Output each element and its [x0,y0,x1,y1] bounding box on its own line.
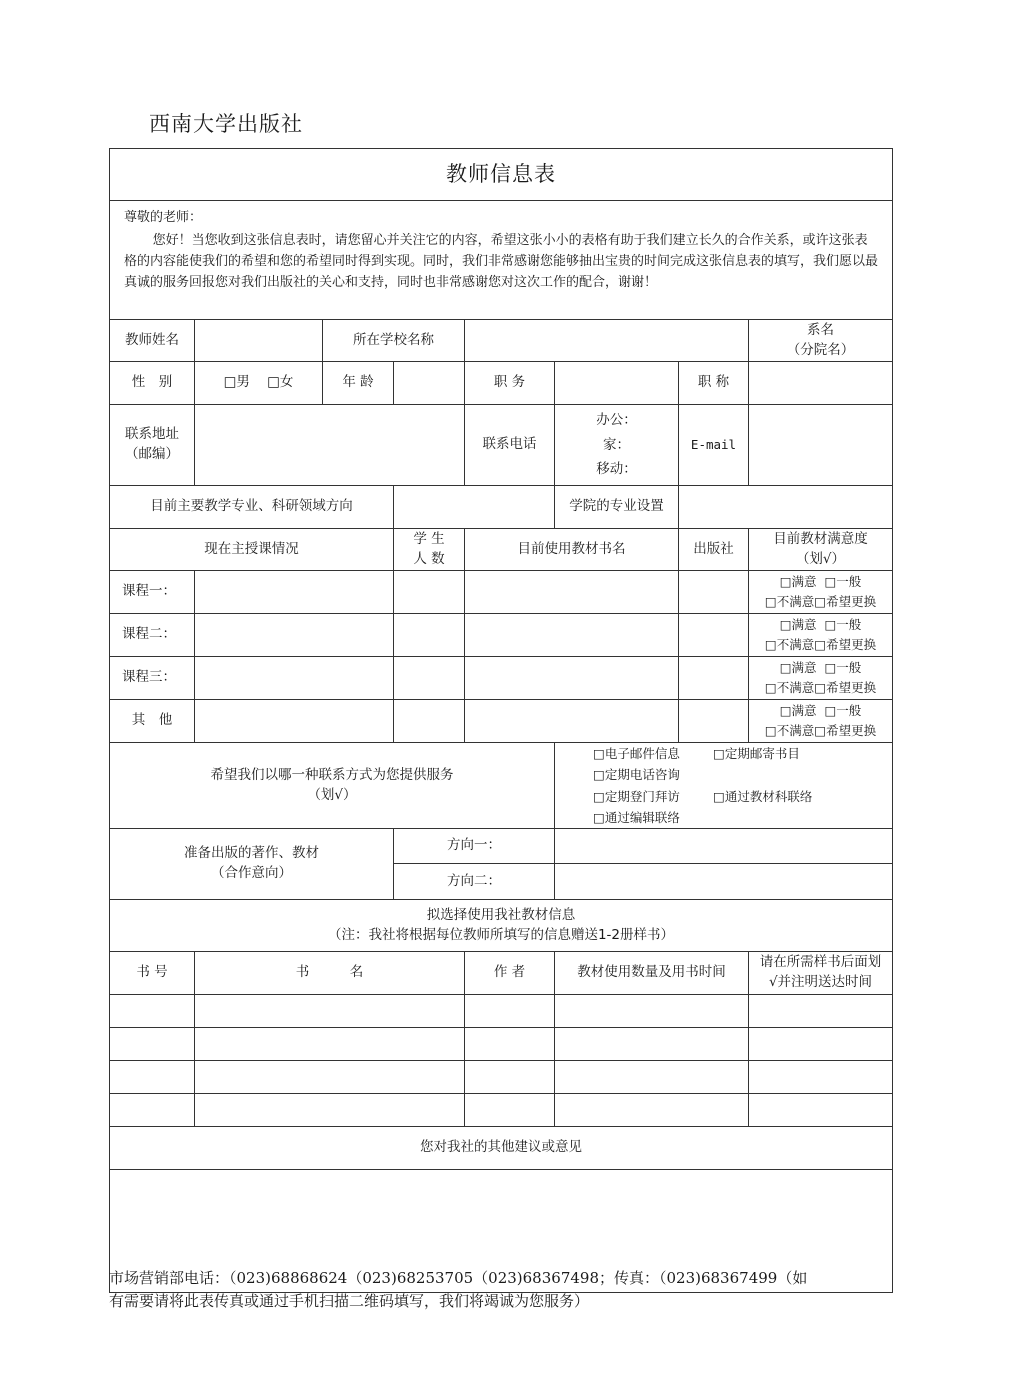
direction1-field[interactable] [555,829,893,864]
male-checkbox[interactable]: □ 男 [224,374,250,390]
quantity-time-cell[interactable] [555,1028,749,1061]
author-cell[interactable] [465,1061,555,1094]
editor-contact-checkbox[interactable]: □通过编辑联络 [593,807,680,828]
publisher-name: 西南大学出版社 [149,112,303,136]
replace-checkbox[interactable]: □ 希望更换 [814,723,876,738]
replace-checkbox[interactable]: □ 希望更换 [814,594,876,609]
phone-consult-checkbox[interactable]: □定期电话咨询 [593,764,680,785]
email-label: E-mail [679,405,749,486]
course-label: 课程三： [110,657,195,700]
unsatisfied-checkbox[interactable]: □ 不满意 [765,594,814,609]
book-name-cell[interactable] [195,1094,465,1127]
students-field[interactable] [394,700,465,743]
direction2-field[interactable] [555,864,893,900]
college-majors-field[interactable] [679,486,893,529]
book-name-cell[interactable] [195,1028,465,1061]
publisher-field[interactable] [679,571,749,614]
department-label-line1: 系名 [807,321,834,338]
unsatisfied-checkbox[interactable]: □ 不满意 [765,637,814,652]
college-majors-label: 学院的专业设置 [555,486,679,529]
satisfied-checkbox[interactable]: □ 满意 [780,703,817,718]
course-field[interactable] [195,614,394,657]
address-label: 联系地址 （邮编） [110,405,195,486]
textbook-field[interactable] [465,614,679,657]
email-field[interactable] [749,405,893,486]
satisfaction-options [749,571,893,614]
gender-options [195,362,323,405]
satisfaction-options [749,700,893,743]
course-label: 课程二： [110,614,195,657]
satisfaction-options [749,614,893,657]
phone-label: 联系电话 [465,405,555,486]
book-no-cell[interactable] [110,1028,195,1061]
author-cell[interactable] [465,1094,555,1127]
mail-catalog-checkbox[interactable]: □ 定期邮寄书目 [713,743,847,764]
teacher-name-field[interactable] [195,320,323,362]
contact-pref-label: 希望我们以哪一种联系方式为您提供服务 （划√） [110,743,555,829]
email-info-checkbox[interactable]: □电子邮件信息 [593,743,713,764]
satisfied-checkbox[interactable]: □ 满意 [780,617,817,632]
students-field[interactable] [394,614,465,657]
contact-pref-options [555,743,893,829]
textbook-dept-checkbox[interactable]: □ 通过教材科联络 [713,786,847,807]
position-label: 职 务 [465,362,555,405]
form-title: 教师信息表 [110,149,893,201]
teacher-name-label: 教师姓名 [110,320,195,362]
course-header: 现在主授课情况 [110,529,394,571]
intro-text [110,201,893,320]
title-rank-label: 职 称 [679,362,749,405]
quantity-time-cell[interactable] [555,1061,749,1094]
book-no-cell[interactable] [110,1061,195,1094]
age-field[interactable] [394,362,465,405]
average-checkbox[interactable]: □ 一般 [824,703,861,718]
direction2-label: 方向二： [394,864,555,900]
title-rank-field[interactable] [749,362,893,405]
publishing-label: 准备出版的著作、教材 （合作意向） [110,829,394,900]
direction1-label: 方向一： [394,829,555,864]
replace-checkbox[interactable]: □ 希望更换 [814,637,876,652]
satisfied-checkbox[interactable]: □ 满意 [780,660,817,675]
satisfaction-options [749,657,893,700]
satisfaction-header: 目前教材满意度 （划√） [749,529,893,571]
position-field[interactable] [555,362,679,405]
publisher-field[interactable] [679,657,749,700]
female-checkbox[interactable]: □ 女 [267,374,293,390]
quantity-time-cell[interactable] [555,1094,749,1127]
quantity-time-header: 教材使用数量及用书时间 [555,952,749,995]
publisher-header: 出版社 [679,529,749,571]
mark-cell[interactable] [749,1094,893,1127]
average-checkbox[interactable]: □ 一般 [824,660,861,675]
research-label: 目前主要教学专业、科研领域方向 [110,486,394,529]
footer-line1: 市场营销部电话：（023)68868624（023)68253705（023)68367498；传真：（023)68367499（如 [109,1269,808,1287]
phone-types [555,405,679,486]
author-header: 作 者 [465,952,555,995]
school-name-label: 所在学校名称 [323,320,465,362]
mark-cell[interactable] [749,1028,893,1061]
textbook-header: 目前使用教材书名 [465,529,679,571]
footer-line2: 有需要请将此表传真或通过手机扫描二维码填写，我们将竭诚为您服务） [109,1291,590,1310]
textbook-field[interactable] [465,571,679,614]
intro-body: 您好！当您收到这张信息表时，请您留心并关注它的内容，希望这张小小的表格有助于我们建立长久的合作关系，或许这张表格的内容能使我们的希望和您的希望同时得到实现。同时，我们非常感谢您能够抽出宝贵的时间完成这张信息表的填写，我们愿以最真诚的服务回报您对我们出版社的关心和支持，同时也非常感谢您对这次工作的配合，谢谢！ [124,233,879,291]
book-no-header: 书 号 [110,952,195,995]
unsatisfied-checkbox[interactable]: □ 不满意 [765,723,814,738]
age-label: 年 龄 [323,362,394,405]
research-field[interactable] [394,486,555,529]
average-checkbox[interactable]: □ 一般 [824,617,861,632]
average-checkbox[interactable]: □ 一般 [824,574,861,589]
teacher-info-form [109,148,893,1293]
visit-checkbox[interactable]: □定期登门拜访 [593,786,713,807]
book-no-cell[interactable] [110,1094,195,1127]
office-phone-label: 办公： [596,411,637,428]
author-cell[interactable] [465,995,555,1028]
book-no-cell[interactable] [110,995,195,1028]
gender-label: 性 别 [110,362,195,405]
mark-cell[interactable] [749,1061,893,1094]
mark-cell[interactable] [749,995,893,1028]
publisher-field[interactable] [679,700,749,743]
author-cell[interactable] [465,1028,555,1061]
footer-contact [109,1267,899,1312]
course-field[interactable] [195,571,394,614]
quantity-time-cell[interactable] [555,995,749,1028]
students-header: 学 生 人 数 [394,529,465,571]
students-field[interactable] [394,571,465,614]
school-name-field[interactable] [465,320,749,362]
course-label: 课程一： [110,571,195,614]
address-field[interactable] [195,405,465,486]
department-label-line2: （分院名） [786,341,855,358]
course-field[interactable] [195,657,394,700]
mobile-phone-label: 移动： [596,461,637,478]
sample-section-title: 拟选择使用我社教材信息 （注：我社将根据每位教师所填写的信息赠送1-2册样书） [110,900,893,952]
textbook-field[interactable] [465,700,679,743]
book-name-header: 书 名 [195,952,465,995]
course-field[interactable] [195,700,394,743]
department-label [749,320,893,362]
replace-checkbox[interactable]: □ 希望更换 [814,680,876,695]
mark-header: 请在所需样书后面划 √并注明送达时间 [749,952,893,995]
textbook-field[interactable] [465,657,679,700]
suggestions-label: 您对我社的其他建议或意见 [110,1127,893,1170]
satisfied-checkbox[interactable]: □ 满意 [780,574,817,589]
book-name-cell[interactable] [195,995,465,1028]
course-label: 其 他 [110,700,195,743]
intro-salutation: 尊敬的老师： [124,210,203,225]
book-name-cell[interactable] [195,1061,465,1094]
students-field[interactable] [394,657,465,700]
unsatisfied-checkbox[interactable]: □ 不满意 [765,680,814,695]
home-phone-label: 家： [603,436,630,453]
publisher-field[interactable] [679,614,749,657]
